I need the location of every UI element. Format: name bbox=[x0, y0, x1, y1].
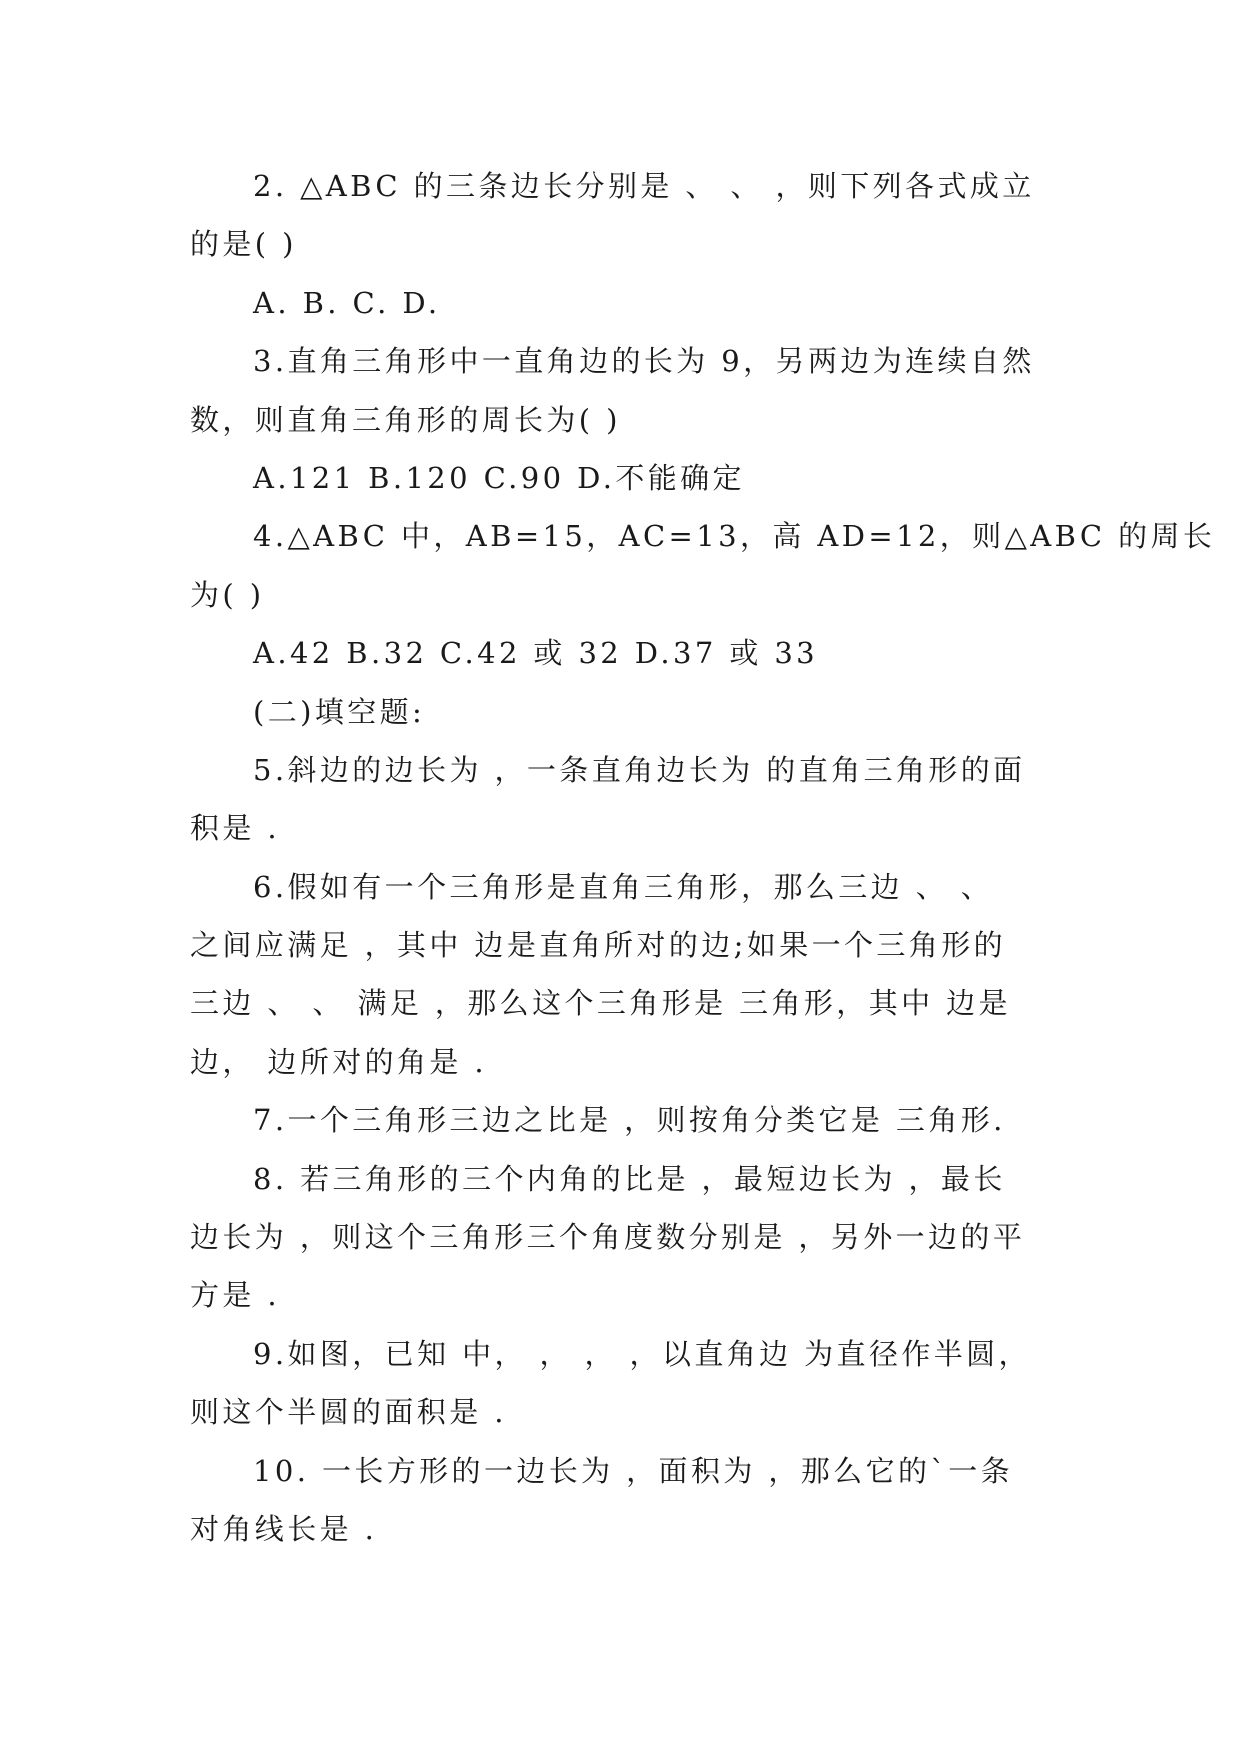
text-line: 对角线长是 . bbox=[190, 1511, 378, 1546]
text-line: 方是 . bbox=[190, 1278, 281, 1313]
text-line: 3.直角三角形中一直角边的长为 9，另两边为连续自然 bbox=[253, 344, 1035, 379]
text-line: 10. 一长方形的一边长为 ，面积为 ，那么它的`一条 bbox=[253, 1453, 1014, 1488]
text-line: A.121 B.120 C.90 D.不能确定 bbox=[253, 460, 745, 495]
text-line: 8. 若三角形的三个内角的比是 ，最短边长为 ，最长 bbox=[253, 1161, 1006, 1196]
text-line: 9.如图，已知 中， ， ， ，以直角边 为直径作半圆， bbox=[253, 1336, 1031, 1371]
text-line: 2. △ABC 的三条边长分别是 、 、 ，则下列各式成立 bbox=[253, 169, 1035, 203]
text-line: 4.△ABC 中，AB=15，AC=13，高 AD=12，则△ABC 的周长 bbox=[253, 519, 1216, 554]
section-heading: (二)填空题: bbox=[253, 694, 426, 729]
text-line: 7.一个三角形三边之比是 ，则按角分类它是 三角形. bbox=[253, 1103, 1006, 1138]
text-line: 数，则直角三角形的周长为( ) bbox=[190, 402, 621, 437]
text-line: 5.斜边的边长为 ，一条直角边长为 的直角三角形的面 bbox=[253, 752, 1026, 787]
text-line: 三边 、 、 满足 ，那么这个三角形是 三角形，其中 边是 bbox=[190, 986, 1011, 1021]
text-line: 为( ) bbox=[190, 577, 265, 612]
text-line: A. B. C. D. bbox=[253, 285, 441, 320]
text-line: 6.假如有一个三角形是直角三角形，那么三边 、 、 bbox=[253, 869, 994, 904]
text-line: 的是( ) bbox=[190, 227, 297, 262]
text-line: 边， 边所对的角是 . bbox=[190, 1044, 488, 1079]
document-body bbox=[190, 157, 1216, 1558]
text-line: A.42 B.32 C.42 或 32 D.37 或 33 bbox=[253, 636, 819, 671]
text-line: 边长为 ，则这个三角形三个角度数分别是 ，另外一边的平 bbox=[190, 1220, 1026, 1255]
text-line: 积是 . bbox=[190, 811, 281, 846]
text-line: 则这个半圆的面积是 . bbox=[190, 1395, 507, 1430]
text-line: 之间应满足 ，其中 边是直角所对的边;如果一个三角形的 bbox=[190, 928, 1007, 963]
